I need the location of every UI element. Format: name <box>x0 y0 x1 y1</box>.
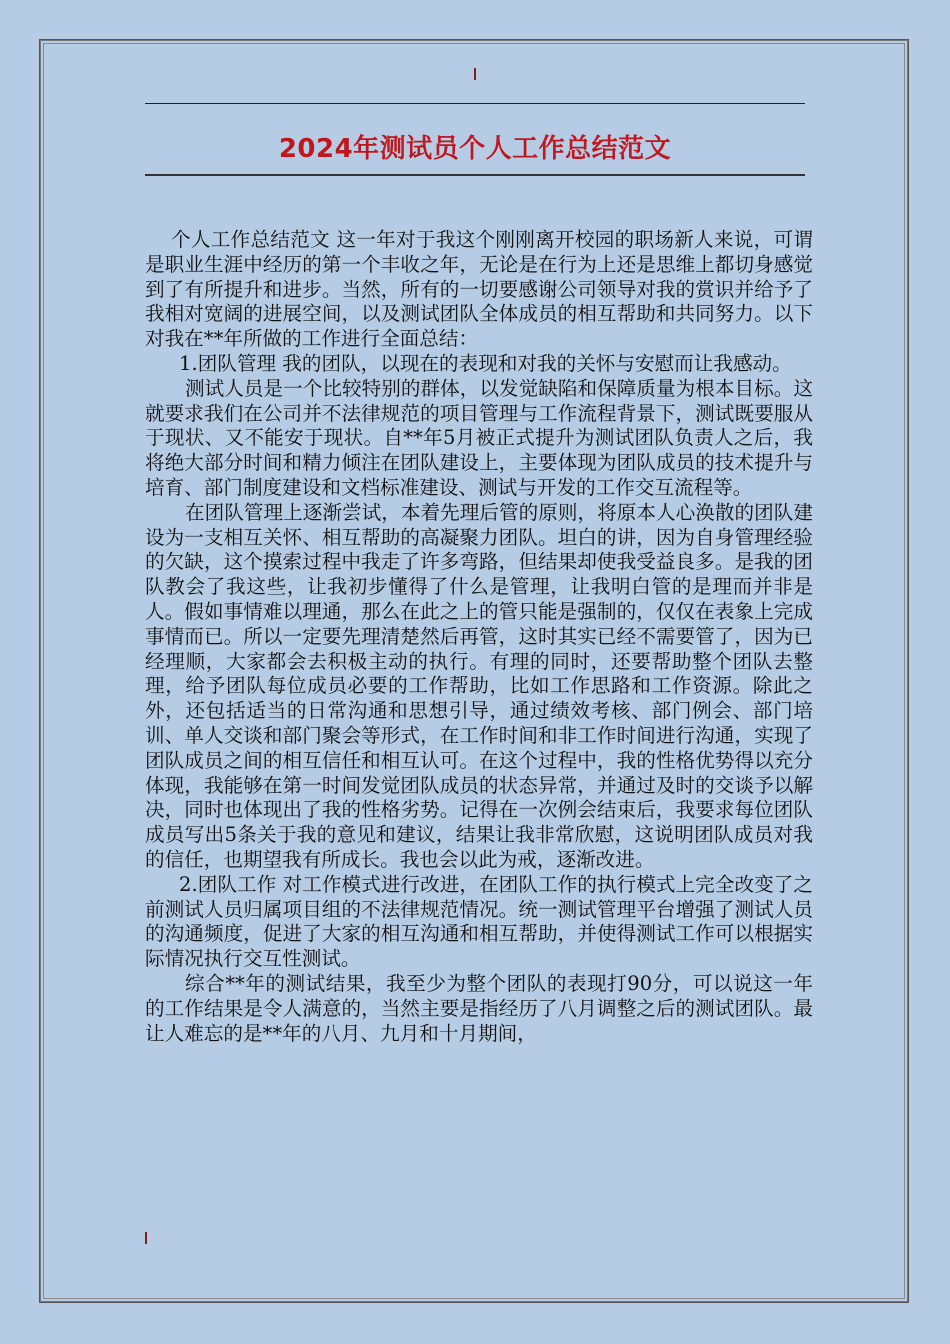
footer-mark <box>145 1232 147 1244</box>
paragraph-testers: 测试人员是一个比较特别的群体，以发觉缺陷和保障质量为根本目标。这就要求我们在公司并不法律规范的项目管理与工作流程背景下，测试既要服从于现状、又不能安于现状。自**年5月被正式提升为测试团队负责人之后，我将绝大部分时间和精力倾注在团队建设上，主要体现为团队成员的技术提升与培育、部门制度建设和文档标准建设、测试与开发的工作交互流程等。 <box>145 376 813 499</box>
paragraph-management: 在团队管理上逐渐尝试，本着先理后管的原则，将原本人心涣散的团队建设为一支相互关怀、相互帮助的高凝聚力团队。坦白的讲，因为自身管理经验的欠缺，这个摸索过程中我走了许多弯路，但结果却使我受益良多。是我的团队教会了我这些，让我初步懂得了什么是管理，让我明白管的是理而并非是人。假如事情难以理通，那么在此之上的管只能是强制的，仅仅在表象上完成事情而已。所以一定要先理清楚然后再管，这时其实已经不需要管了，因为已经理顺，大家都会去积极主动的执行。有理的同时，还要帮助整个团队去整理，给予团队每位成员必要的工作帮助，比如工作思路和工作资源。除此之外，还包括适当的日常沟通和思想引导，通过绩效考核、部门例会、部门培训、单人交谈和部门聚会等形式，在工作时间和非工作时间进行沟通，实现了团队成员之间的相互信任和相互认可。在这个过程中，我的性格优势得以充分体现，我能够在第一时间发觉团队成员的状态异常，并通过及时的交谈予以解决，同时也体现出了我的性格劣势。记得在一次例会结束后，我要求每位团队成员写出5条关于我的意见和建议，结果让我非常欣慰，这说明团队成员对我的信任，也期望我有所成长。我也会以此为戒，逐渐改进。 <box>145 500 813 871</box>
document-body <box>145 228 813 1046</box>
paragraph-section-1: 1.团队管理 我的团队，以现在的表现和对我的关怀与安慰而让我感动。 <box>179 351 792 375</box>
paragraph-section-2: 2.团队工作 对工作模式进行改进，在团队工作的执行模式上完全改变了之前测试人员归属项目组的不法律规范情况。统一测试管理平台增强了测试人员的沟通频度，促进了大家的相互沟通和相互帮助，并使得测试工作可以根据实际情况执行交互性测试。 <box>145 872 813 971</box>
paragraph-summary: 综合**年的测试结果，我至少为整个团队的表现打90分，可以说这一年的工作结果是令人满意的，当然主要是指经历了八月调整之后的测试团队。最让人难忘的是**年的八月、九月和十月期间， <box>145 971 813 1045</box>
paragraph-intro: 个人工作总结范文 这一年对于我这个刚刚离开校园的职场新人来说，可谓是职业生涯中经历的第一个丰收之年，无论是在行为上还是思维上都切身感觉到了有所提升和进步。当然，所有的一切要感谢公司领导对我的赏识并给予了我相对宽阔的进展空间，以及测试团队全体成员的相互帮助和共同努力。以下对我在**年所做的工作进行全面总结： <box>145 228 813 351</box>
title-rule <box>145 174 805 176</box>
header-rule <box>145 103 805 104</box>
header-mark <box>474 68 476 80</box>
document-title: 2024年测试员个人工作总结范文 <box>278 134 672 164</box>
